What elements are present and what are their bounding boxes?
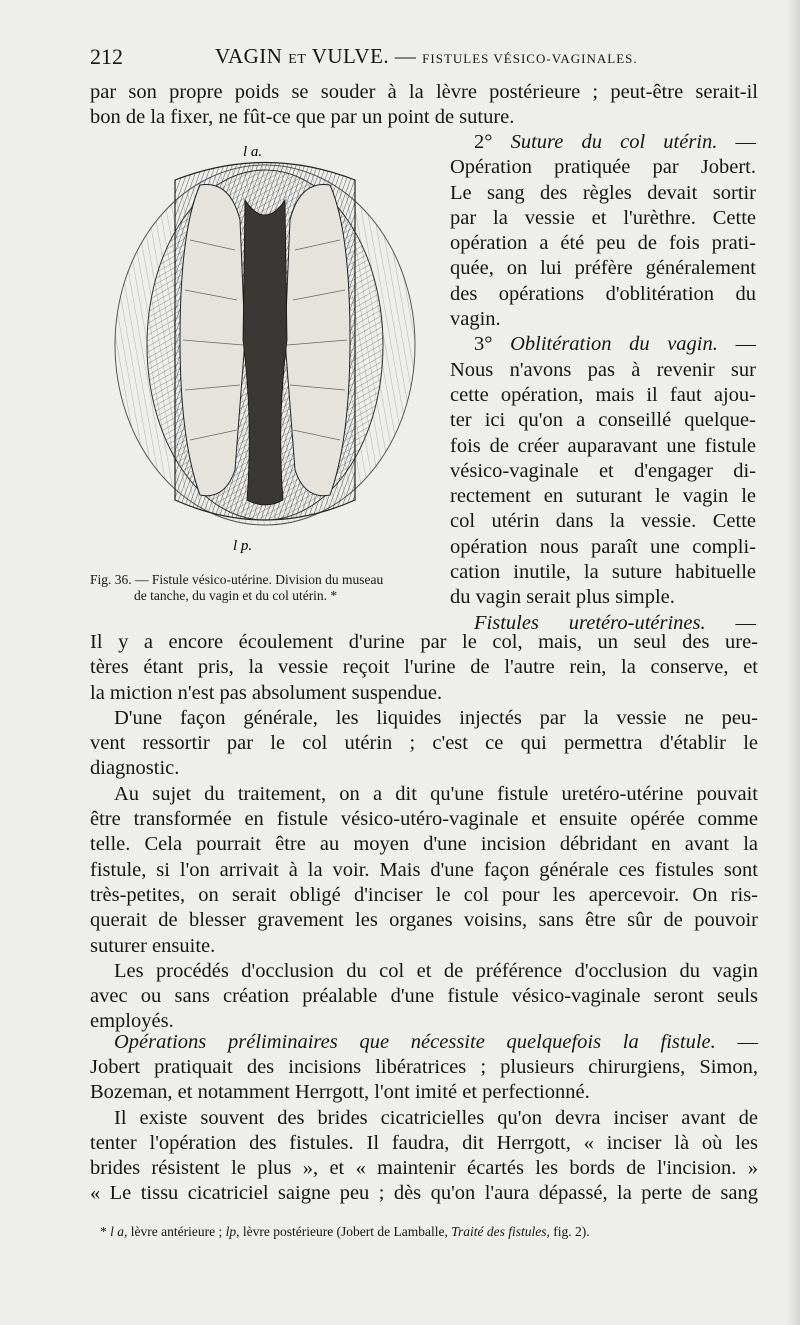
text-line: Le sang des règles devait sortir [450, 181, 756, 204]
text-line: par la vessie et l'urèthre. Cette [450, 206, 756, 229]
section-title: FISTULES VÉSICO-VAGINALES. [422, 51, 638, 66]
text-line: diagnostic. [90, 757, 180, 780]
subheading-operations: Opérations préliminaires que nécessite quelquefois la fistule. — [114, 1031, 758, 1053]
text-line: par son propre poids se souder à la lèvre postérieure ; peut-être serait-il [90, 81, 758, 103]
figure-36 [105, 140, 430, 560]
text-line: vent ressortir par le col utérin ; c'est ce qui permettra d'établir le [90, 732, 758, 755]
figure-caption [90, 572, 435, 604]
text-line: col utérin dans la vessie. Cette [450, 510, 756, 533]
text-line: employés. [90, 1010, 174, 1033]
text-line: fois de créer auparavant une fistule [450, 434, 756, 457]
running-header [90, 44, 760, 74]
uterine-fistula-engraving [105, 140, 430, 560]
text-line: bon de la fixer, ne fût-ce que par un point de suture. [90, 106, 515, 129]
text-line: Bozeman, et notamment Herrgott, l'ont imité et perfectionné. [90, 1081, 590, 1104]
text-line: fistule, si l'on arrivait à la voir. Mais d'une façon générale ces fistules sont [90, 858, 758, 881]
title-dash: — [394, 44, 417, 68]
title-vagin: VAGIN [215, 44, 283, 68]
text-line: du vagin serait plus simple. [450, 586, 675, 609]
text-line: telle. Cela pourrait être au moyen d'une incision débridant en avant la [90, 833, 758, 856]
text-line: ter ici qu'on a conseillé quelque- [450, 409, 756, 432]
text-line: vagin. [450, 308, 501, 331]
text-line: querait de blesser gravement les organes voisins, sans être sûr de pouvoir [90, 909, 758, 932]
text-line: D'une façon générale, les liquides injectés par la vessie ne peu- [114, 706, 758, 729]
footnote: * l a, lèvre antérieure ; lp, lèvre postérieure (Jobert de Lamballe, Traité des fistules, fig. 2). [100, 1224, 590, 1239]
text-line: être transformée en fistule vésico-utéro-vaginale et ensuite opérée comme [90, 808, 758, 831]
operations-heading [90, 1030, 758, 1055]
caption-line: de tanche, du vagin et du col utérin. * [134, 588, 338, 603]
page-number: 212 [90, 44, 123, 69]
subheading-suture: 2° Suture du col utérin. — [474, 131, 757, 153]
text-line: des opérations d'oblitération du [450, 282, 756, 305]
text-line: quée, on lui préfère généralement [450, 257, 756, 280]
text-line: tères étant pris, la vessie reçoit l'urine de l'autre rein, la conserve, et [90, 656, 758, 679]
text-line: Nous n'avons pas à revenir sur [450, 358, 756, 381]
text-line: « Le tissu cicatriciel saigne peu ; dès qu'on l'aura dépassé, la perte de sang [90, 1182, 758, 1205]
title-et: ET [288, 52, 307, 67]
top-paragraph [90, 80, 758, 131]
text-line: rectement en suturant le vagin le [450, 485, 756, 508]
body-paragraphs [90, 630, 758, 1035]
text-line: la miction n'est pas absolument suspendue. [90, 681, 443, 704]
caption-line: Fig. 36. — Fistule vésico-utérine. Division du museau [90, 572, 384, 587]
text-line: avec ou sans création préalable d'une fistule vésico-vaginale seront seuls [90, 985, 758, 1008]
text-line: brides résistent le plus », et « maintenir écartés les bords de l'incision. » [90, 1157, 758, 1180]
text-line: cation inutile, la suture habituelle [450, 561, 756, 584]
text-line: Opération pratiquée par Jobert. [450, 156, 756, 179]
text-line: cette opération, mais il faut ajou- [450, 383, 756, 406]
text-line: tenter l'opération des fistules. Il faudra, dit Herrgott, « inciser là où les [90, 1131, 758, 1154]
text-line: suturer ensuite. [90, 934, 216, 957]
text-line: opération a été peu de fois prati- [450, 232, 756, 255]
title-vulve: VULVE. [311, 44, 390, 68]
label-lp: l p. [233, 538, 253, 554]
right-column [450, 130, 756, 636]
subheading-uretero: Fistules uretéro-utérines. — [474, 611, 756, 634]
text-line: très-petites, on serait obligé d'inciser le col pour les apercevoir. On ris- [90, 883, 758, 906]
text-line: Jobert pratiquait des incisions libératrices ; plusieurs chirurgiens, Simon, [90, 1056, 758, 1078]
text-line: Les procédés d'occlusion du col et de préférence d'occlusion du vagin [114, 959, 758, 982]
text-line: Au sujet du traitement, on a dit qu'une fistule uretéro-utérine pouvait [114, 782, 758, 805]
body-paragraphs-2 [90, 1055, 758, 1207]
running-title [215, 44, 638, 69]
text-line: Il y a encore écoulement d'urine par le col, mais, un seul des ure- [90, 631, 758, 653]
text-line: Il existe souvent des brides cicatricielles qu'on devra inciser avant de [114, 1106, 758, 1129]
text-line: opération nous paraît une compli- [450, 535, 756, 558]
text-line: vésico-vaginale et d'engager di- [450, 459, 756, 482]
page-edge-shadow [786, 0, 800, 1325]
subheading-obliteration: 3° Oblitération du vagin. — [474, 333, 757, 356]
label-la: l a. [243, 144, 263, 160]
